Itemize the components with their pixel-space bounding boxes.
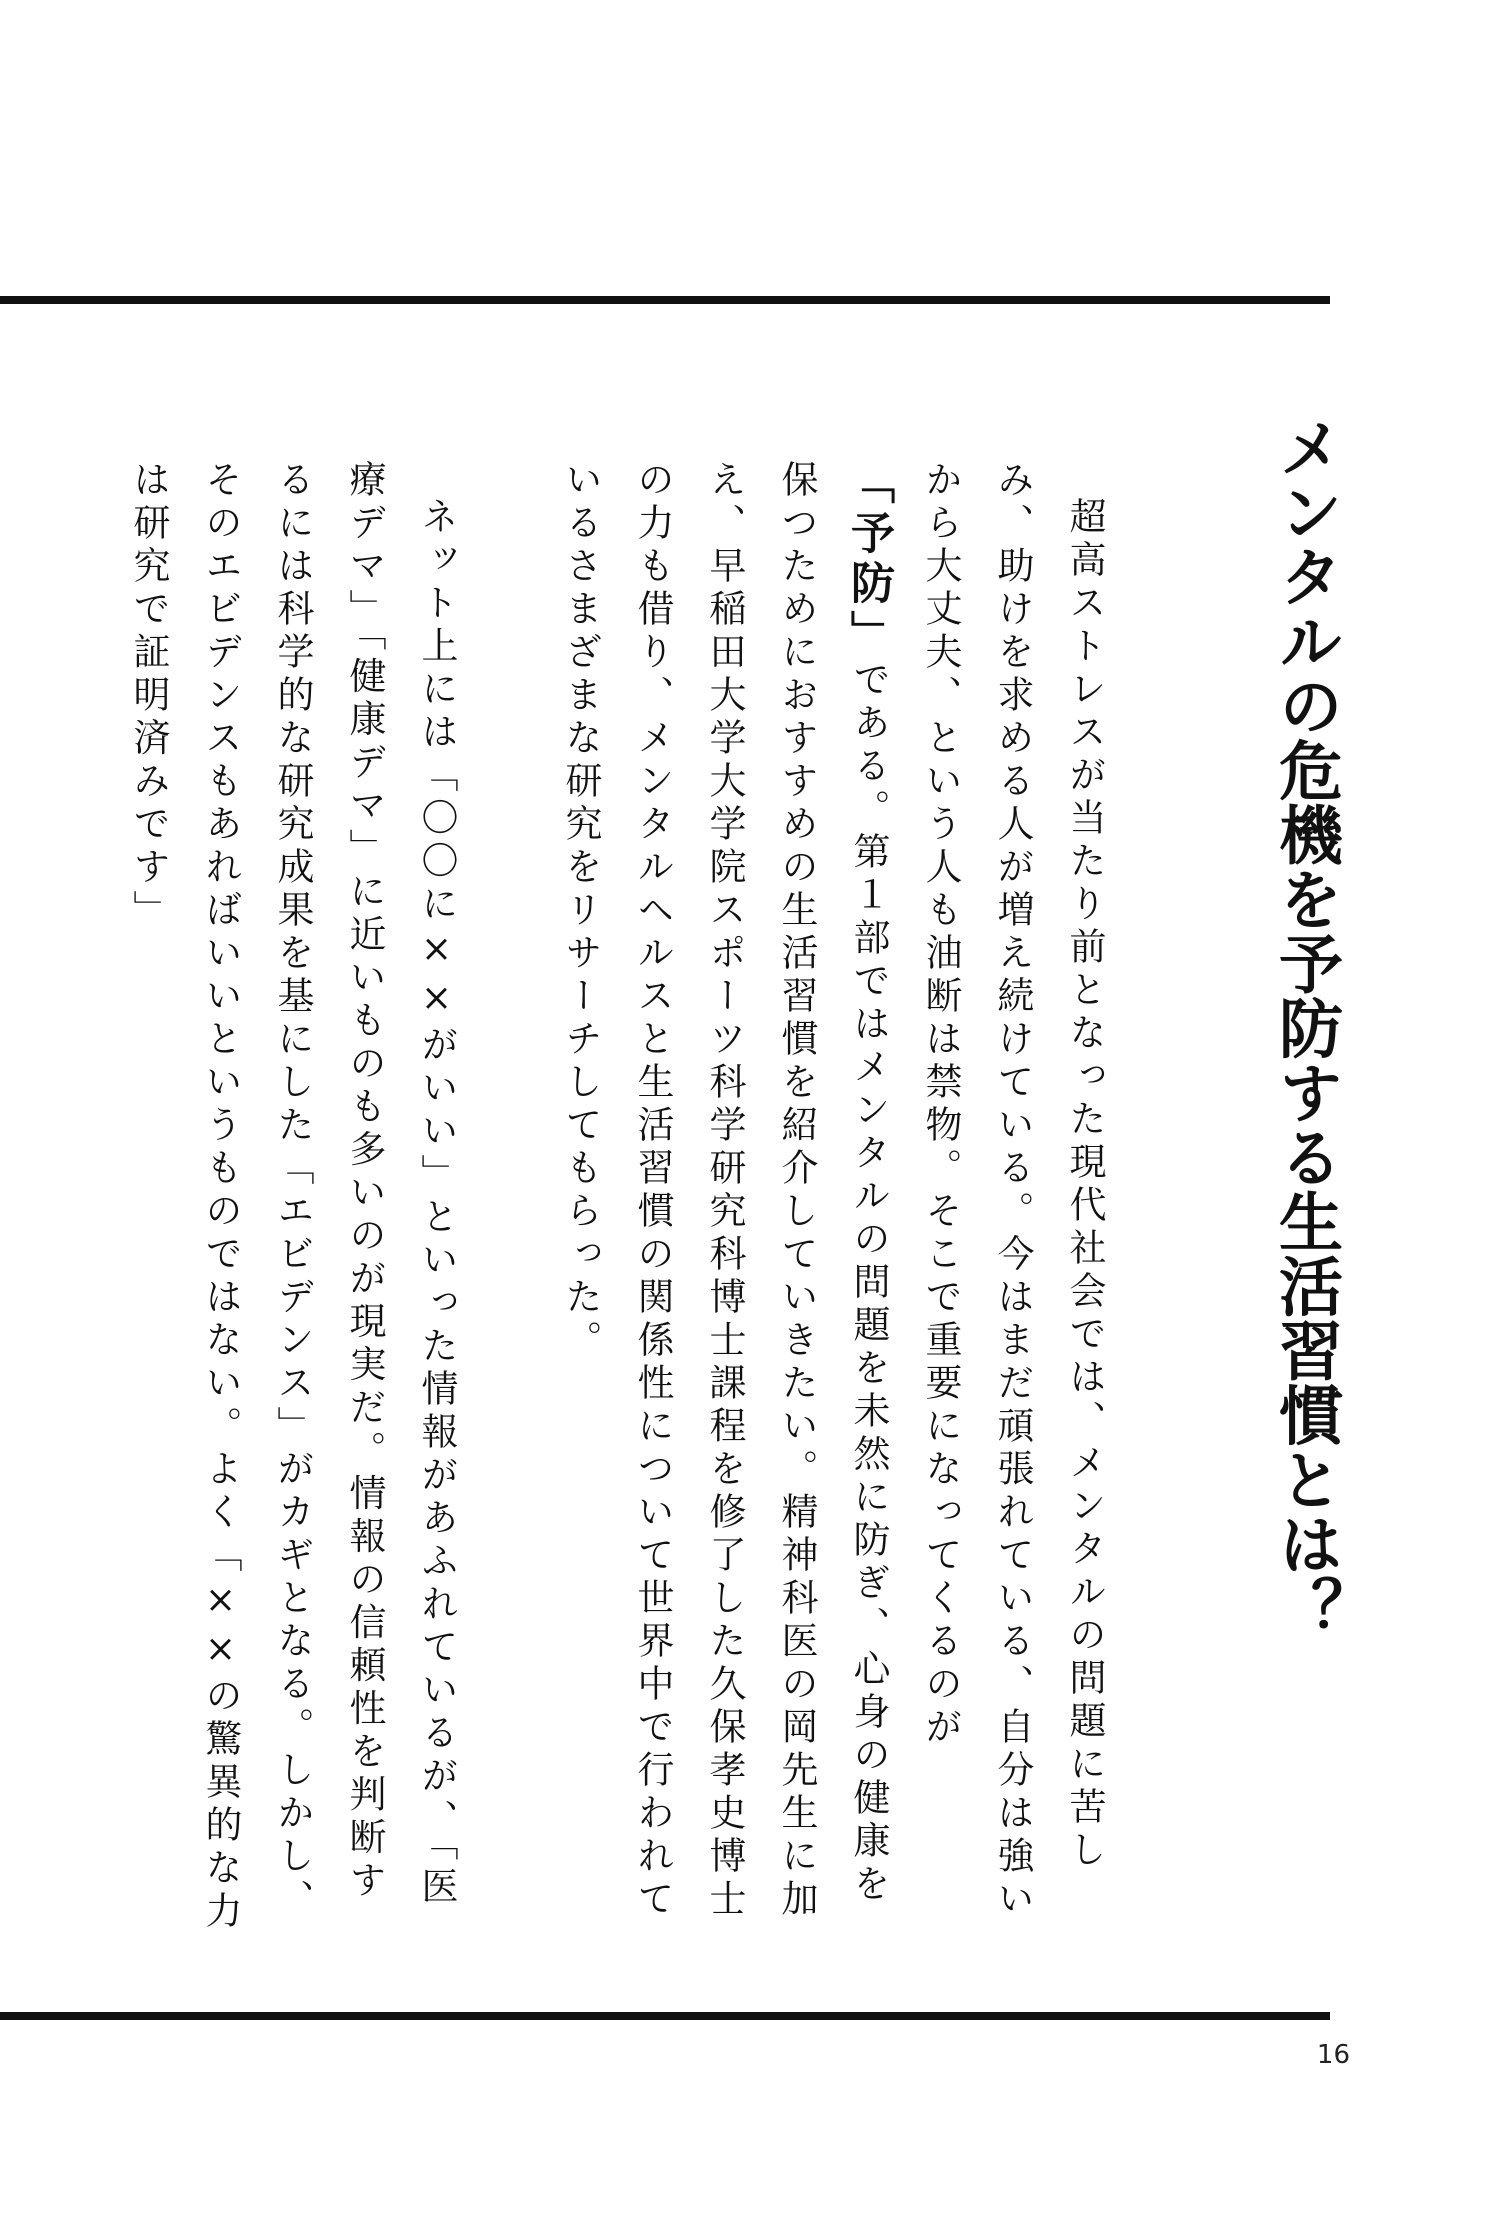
page-number: 16 [1316,2040,1350,2070]
paragraph-1 [544,460,1120,1935]
bottom-rule [0,2012,1330,2020]
page-title: メンタルの危機を予防する生活習慣とは？ [1268,415,1342,1641]
body-text [127,460,1120,1935]
emphasis-yobou: 「予防」 [843,460,894,660]
top-rule [0,296,1330,304]
paragraph-1-text-b: である。第１部ではメンタルの問題を未然に防ぎ、心身の健康を保つためにおすすめの生活習慣を紹介していきたい。精神科医の岡先生に加え、早稲田大学大学院スポーツ科学研究科博士課程を修了した久保孝史博士の力も借り、メンタルヘルスと生活習慣の関係性について世界中で行われているさまざまな研究をリサーチしてもらった。 [559,460,890,1922]
paragraph-2: ネット上には「〇〇に××がいい」といった情報があふれているが、「医療デマ」「健康デマ」に近いものも多いのが現実だ。情報の信頼性を判断するには科学的な研究成果を基にした「エビデンス」がカギとなる。しかし、そのエビデンスもあればいいというものではない。よく「××の驚異的な力は研究で証明済みです」 [127,460,458,1934]
paragraph-1-text-a: 超高ストレスが当たり前となった現代社会では、メンタルの問題に苦しみ、助けを求める人が増え続けている。今はまだ頑張れている、自分は強いから大丈夫、という人も油断は禁物。そこで重要になってくるのが [919,460,1106,1922]
